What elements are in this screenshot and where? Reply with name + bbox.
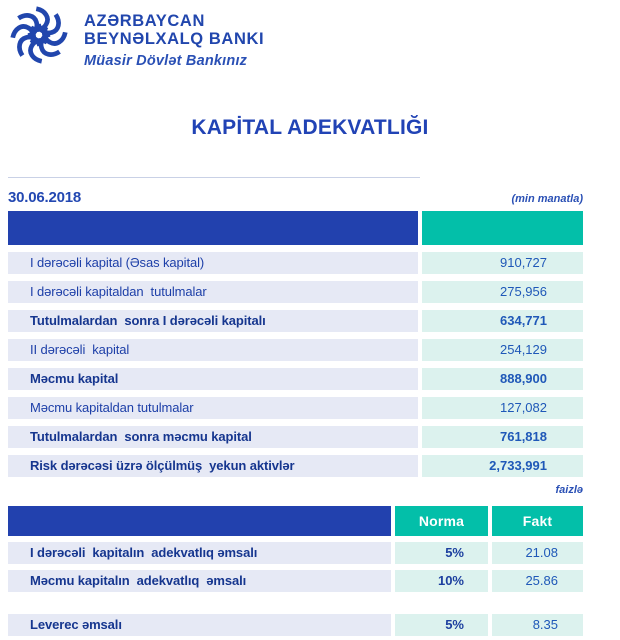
page-title: KAPİTAL ADEKVATLIĞI [191,116,429,139]
table-row [8,281,583,303]
row-value: 634,771 [422,310,583,332]
row-value: 761,818 [422,426,583,448]
row-label: Məcmu kapitaldan tutulmalar [8,397,418,419]
row-value: 888,900 [422,368,583,390]
row-label: I dərəcəli kapital (Əsas kapital) [8,252,418,274]
row-norma-value: 5% [395,614,488,636]
ratio-table [8,506,583,636]
table-row [8,339,583,361]
row-value: 275,956 [422,281,583,303]
row-label: Tutulmalardan sonra I dərəcəli kapitalı [8,310,418,332]
table-row [8,614,583,636]
row-label: Tutulmalardan sonra məcmu kapital [8,426,418,448]
row-label: II dərəcəli kapital [8,339,418,361]
row-label: I dərəcəli kapitalın adekvatlıq əmsalı [8,542,391,564]
row-label: Leverec əmsalı [8,614,391,636]
table-row [8,570,583,592]
capital-table [8,211,583,477]
bank-name-block [84,5,264,69]
row-norma-value: 5% [395,542,488,564]
iba-star-icon [10,5,68,65]
report-date: 30.06.2018 [8,189,82,206]
bank-logo [10,5,264,69]
ratio-header-label-cell [8,506,391,536]
bank-name-line1: AZƏRBAYCAN [84,12,205,30]
capital-header-label-cell [8,211,418,245]
ratio-header-fakt: Fakt [492,506,583,536]
divider-line [8,177,420,178]
capital-table-header [8,211,583,245]
table-row [8,455,583,477]
bank-tagline: Müasir Dövlət Bankınız [84,53,248,69]
row-fakt-value: 25.86 [492,570,583,592]
table-row [8,310,583,332]
table-row [8,397,583,419]
row-label: Məcmu kapital [8,368,418,390]
row-value: 910,727 [422,252,583,274]
row-label: I dərəcəli kapitaldan tutulmalar [8,281,418,303]
table-row [8,368,583,390]
row-value: 254,129 [422,339,583,361]
row-label: Risk dərəcəsi üzrə ölçülmüş yekun aktivlər [8,455,418,477]
ratio-table-header [8,506,583,536]
ratio-header-norma: Norma [395,506,488,536]
capital-header-value-cell [422,211,583,245]
row-fakt-value: 8.35 [492,614,583,636]
row-fakt-value: 21.08 [492,542,583,564]
table-row [8,426,583,448]
table-row [8,252,583,274]
row-norma-value: 10% [395,570,488,592]
row-value: 2,733,991 [422,455,583,477]
row-value: 127,082 [422,397,583,419]
table-row [8,542,583,564]
row-label: Məcmu kapitalın adekvatlıq əmsalı [8,570,391,592]
percent-note: faizlə [555,484,583,496]
unit-note: (min manatla) [511,193,583,205]
bank-name-line2: BEYNƏLXALQ BANKI [84,30,265,48]
